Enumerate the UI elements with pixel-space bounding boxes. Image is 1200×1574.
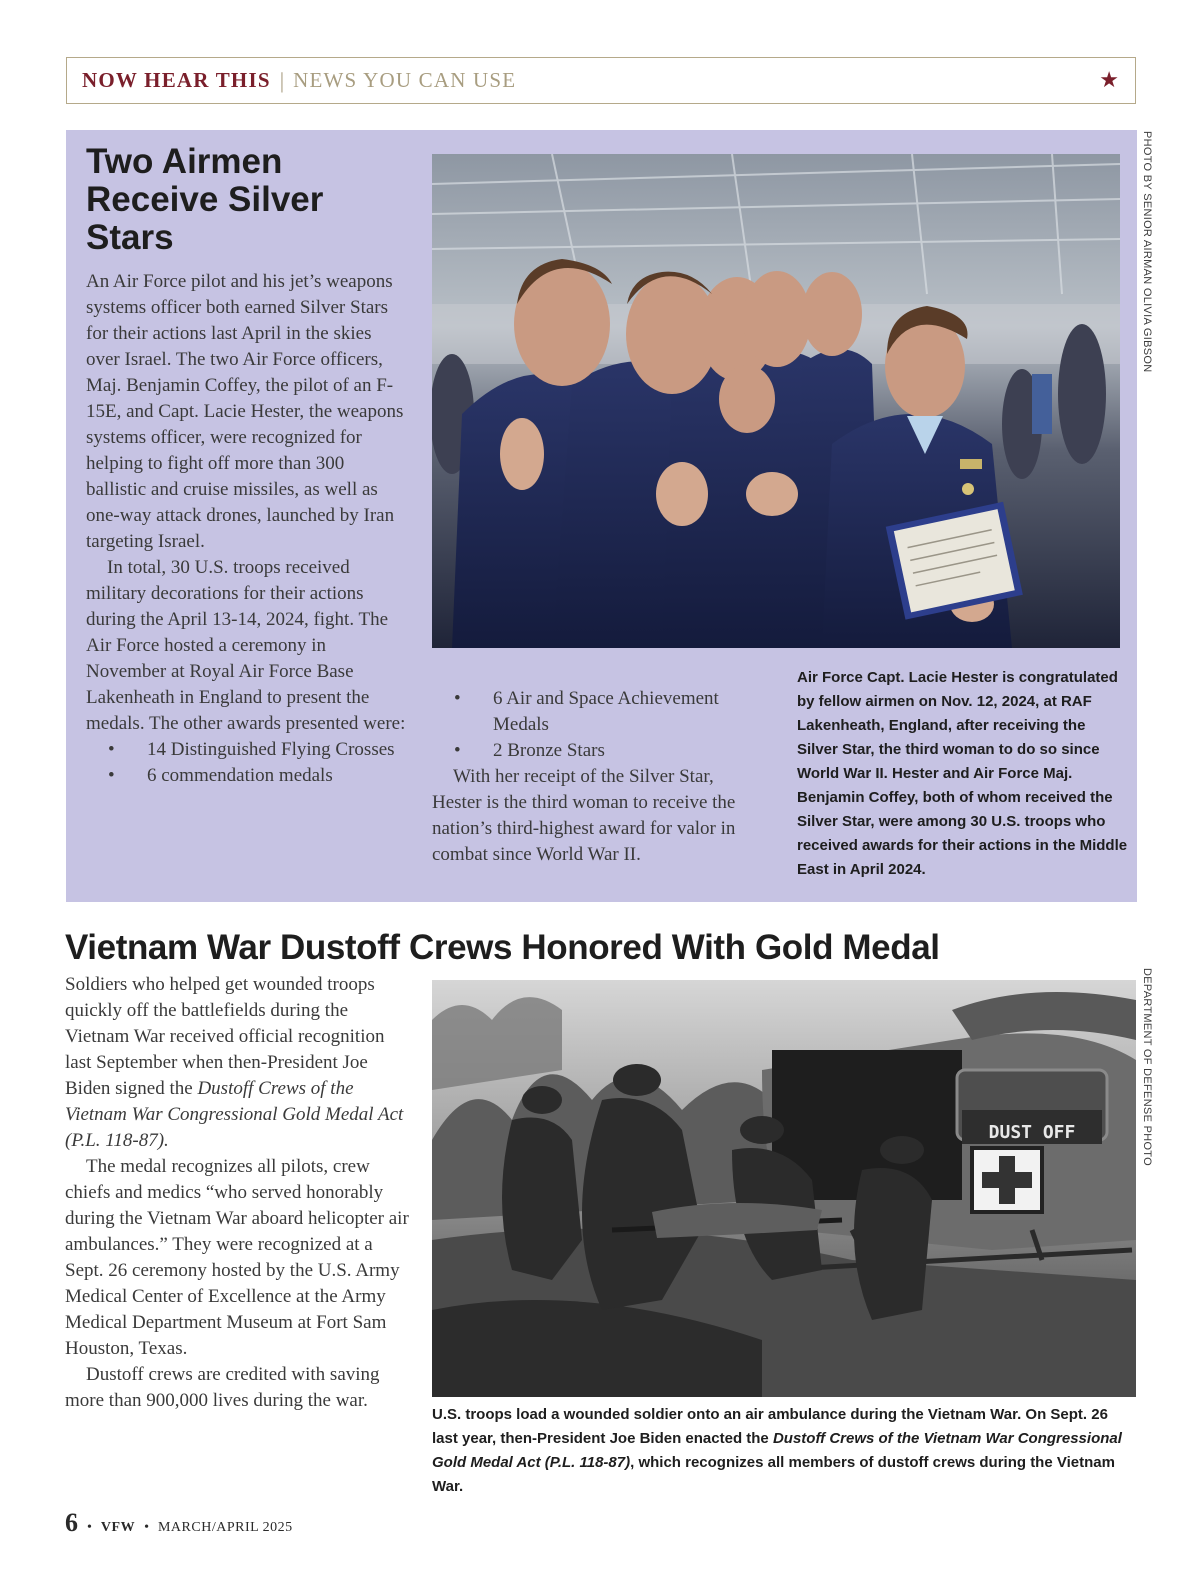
photo-credit-2: DEPARTMENT OF DEFENSE PHOTO — [1141, 968, 1153, 1166]
ceremony-photo — [432, 154, 1120, 648]
dustoff-photo-illustration — [432, 980, 1136, 1397]
list-item: • 2 Bronze Stars — [432, 738, 762, 764]
story1-paragraph-2: In total, 30 U.S. troops received military decorations for their actions during the April 13-14, 2024, fight. The Air Force hosted a ceremony in November at Royal Air Force Base Lakenheath in England to present the medals. The other awards presented were: — [86, 557, 406, 734]
list-item: • 14 Distinguished Flying Crosses — [86, 737, 408, 763]
ceremony-photo-illustration — [432, 154, 1120, 648]
magazine-name: VFW — [100, 1520, 136, 1535]
story2-paragraph-1-text: Soldiers who helped get wounded troops quickly off the battlefields during the Vietnam War received official recognition last September when then-President Joe Biden signed the — [65, 974, 385, 1099]
list-item: • 6 Air and Space Achievement Medals — [432, 686, 762, 738]
story1-photo-caption: Air Force Capt. Lacie Hester is congratulated by fellow airmen on Nov. 12, 2024, at RAF Lakenheath, England, after receiving the Silver Star, the third woman to do so since World War II. Hester and Air Force Maj. Benjamin Coffey, both of whom received the Silver Star, were among 30 U.S. troops who received awards for their actions in the Middle East in April 2024. — [797, 669, 1128, 878]
banner-separator: | — [279, 67, 285, 93]
star-icon: ★ — [1099, 67, 1119, 92]
story2-paragraph-3: Dustoff crews are credited with saving more than 900,000 lives during the war. — [65, 1364, 380, 1411]
section-banner — [66, 57, 1136, 104]
story2-headline: Vietnam War Dustoff Crews Honored With Gold Medal — [65, 928, 940, 967]
issue-date: MARCH/APRIL 2025 — [157, 1520, 293, 1535]
story2-paragraph-2: The medal recognizes all pilots, crew chiefs and medics “who served honorably during the Vietnam War aboard helicopter air ambulances.” They were recognized at a Sept. 26 ceremony hosted by the U.S. Army Medical Center of Excellence at the Army Medical Department Museum at Fort Sam Houston, Texas. — [65, 1156, 409, 1359]
section-kicker: NOW HEAR THIS — [82, 68, 271, 92]
footer-bullet: • — [144, 1520, 149, 1535]
story2-caption-text: U.S. troops load a wounded soldier onto an air ambulance during the Vietnam War. On Sept. 26 last year, then-President Joe Biden enacted the — [432, 1406, 1108, 1447]
awards-list — [86, 737, 408, 789]
helicopter-marking: DUST OFF — [988, 1122, 1076, 1143]
story2-caption-text-end: , which recognizes all members of dustoff crews during the Vietnam War. — [432, 1454, 1115, 1495]
photo-credit-1: PHOTO BY SENIOR AIRMAN OLIVIA GIBSON — [1141, 131, 1153, 373]
list-item: • 6 commendation medals — [86, 763, 408, 789]
story1-paragraph-3: With her receipt of the Silver Star, Hester is the third woman to receive the nation’s third-highest award for valor in combat since World War II. — [432, 766, 736, 865]
footer-bullet: • — [87, 1520, 92, 1535]
story2-photo-caption — [432, 1403, 1132, 1499]
page-number: 6 — [65, 1508, 78, 1537]
story1-column-1 — [86, 269, 408, 789]
dustoff-photo — [432, 980, 1136, 1397]
story1-headline: Two Airmen Receive Silver Stars — [86, 142, 324, 257]
story2-paragraph-1 — [65, 972, 410, 1154]
story1-paragraph-1: An Air Force pilot and his jet’s weapons systems officer both earned Silver Stars for their actions last April in the skies over Israel. The two Air Force officers, Maj. Benjamin Coffey, the pilot of an F-15E, and Capt. Lacie Hester, the weapons systems officer, were recognized for helping to fight off more than 300 ballistic and cruise missiles, as well as one-way attack drones, launched by Iran targeting Israel. — [86, 271, 404, 552]
section-subtitle: NEWS YOU CAN USE — [293, 68, 517, 92]
story2-caption-act-title: Dustoff Crews of the Vietnam War Congressional Gold Medal Act (P.L. 118-87) — [432, 1430, 1122, 1471]
page-footer — [65, 1508, 293, 1538]
story1-column-2 — [432, 686, 762, 868]
story2-column — [65, 972, 410, 1414]
act-title: Dustoff Crews of the Vietnam War Congressional Gold Medal Act (P.L. 118-87). — [65, 1078, 404, 1151]
awards-list-continued — [432, 686, 762, 764]
